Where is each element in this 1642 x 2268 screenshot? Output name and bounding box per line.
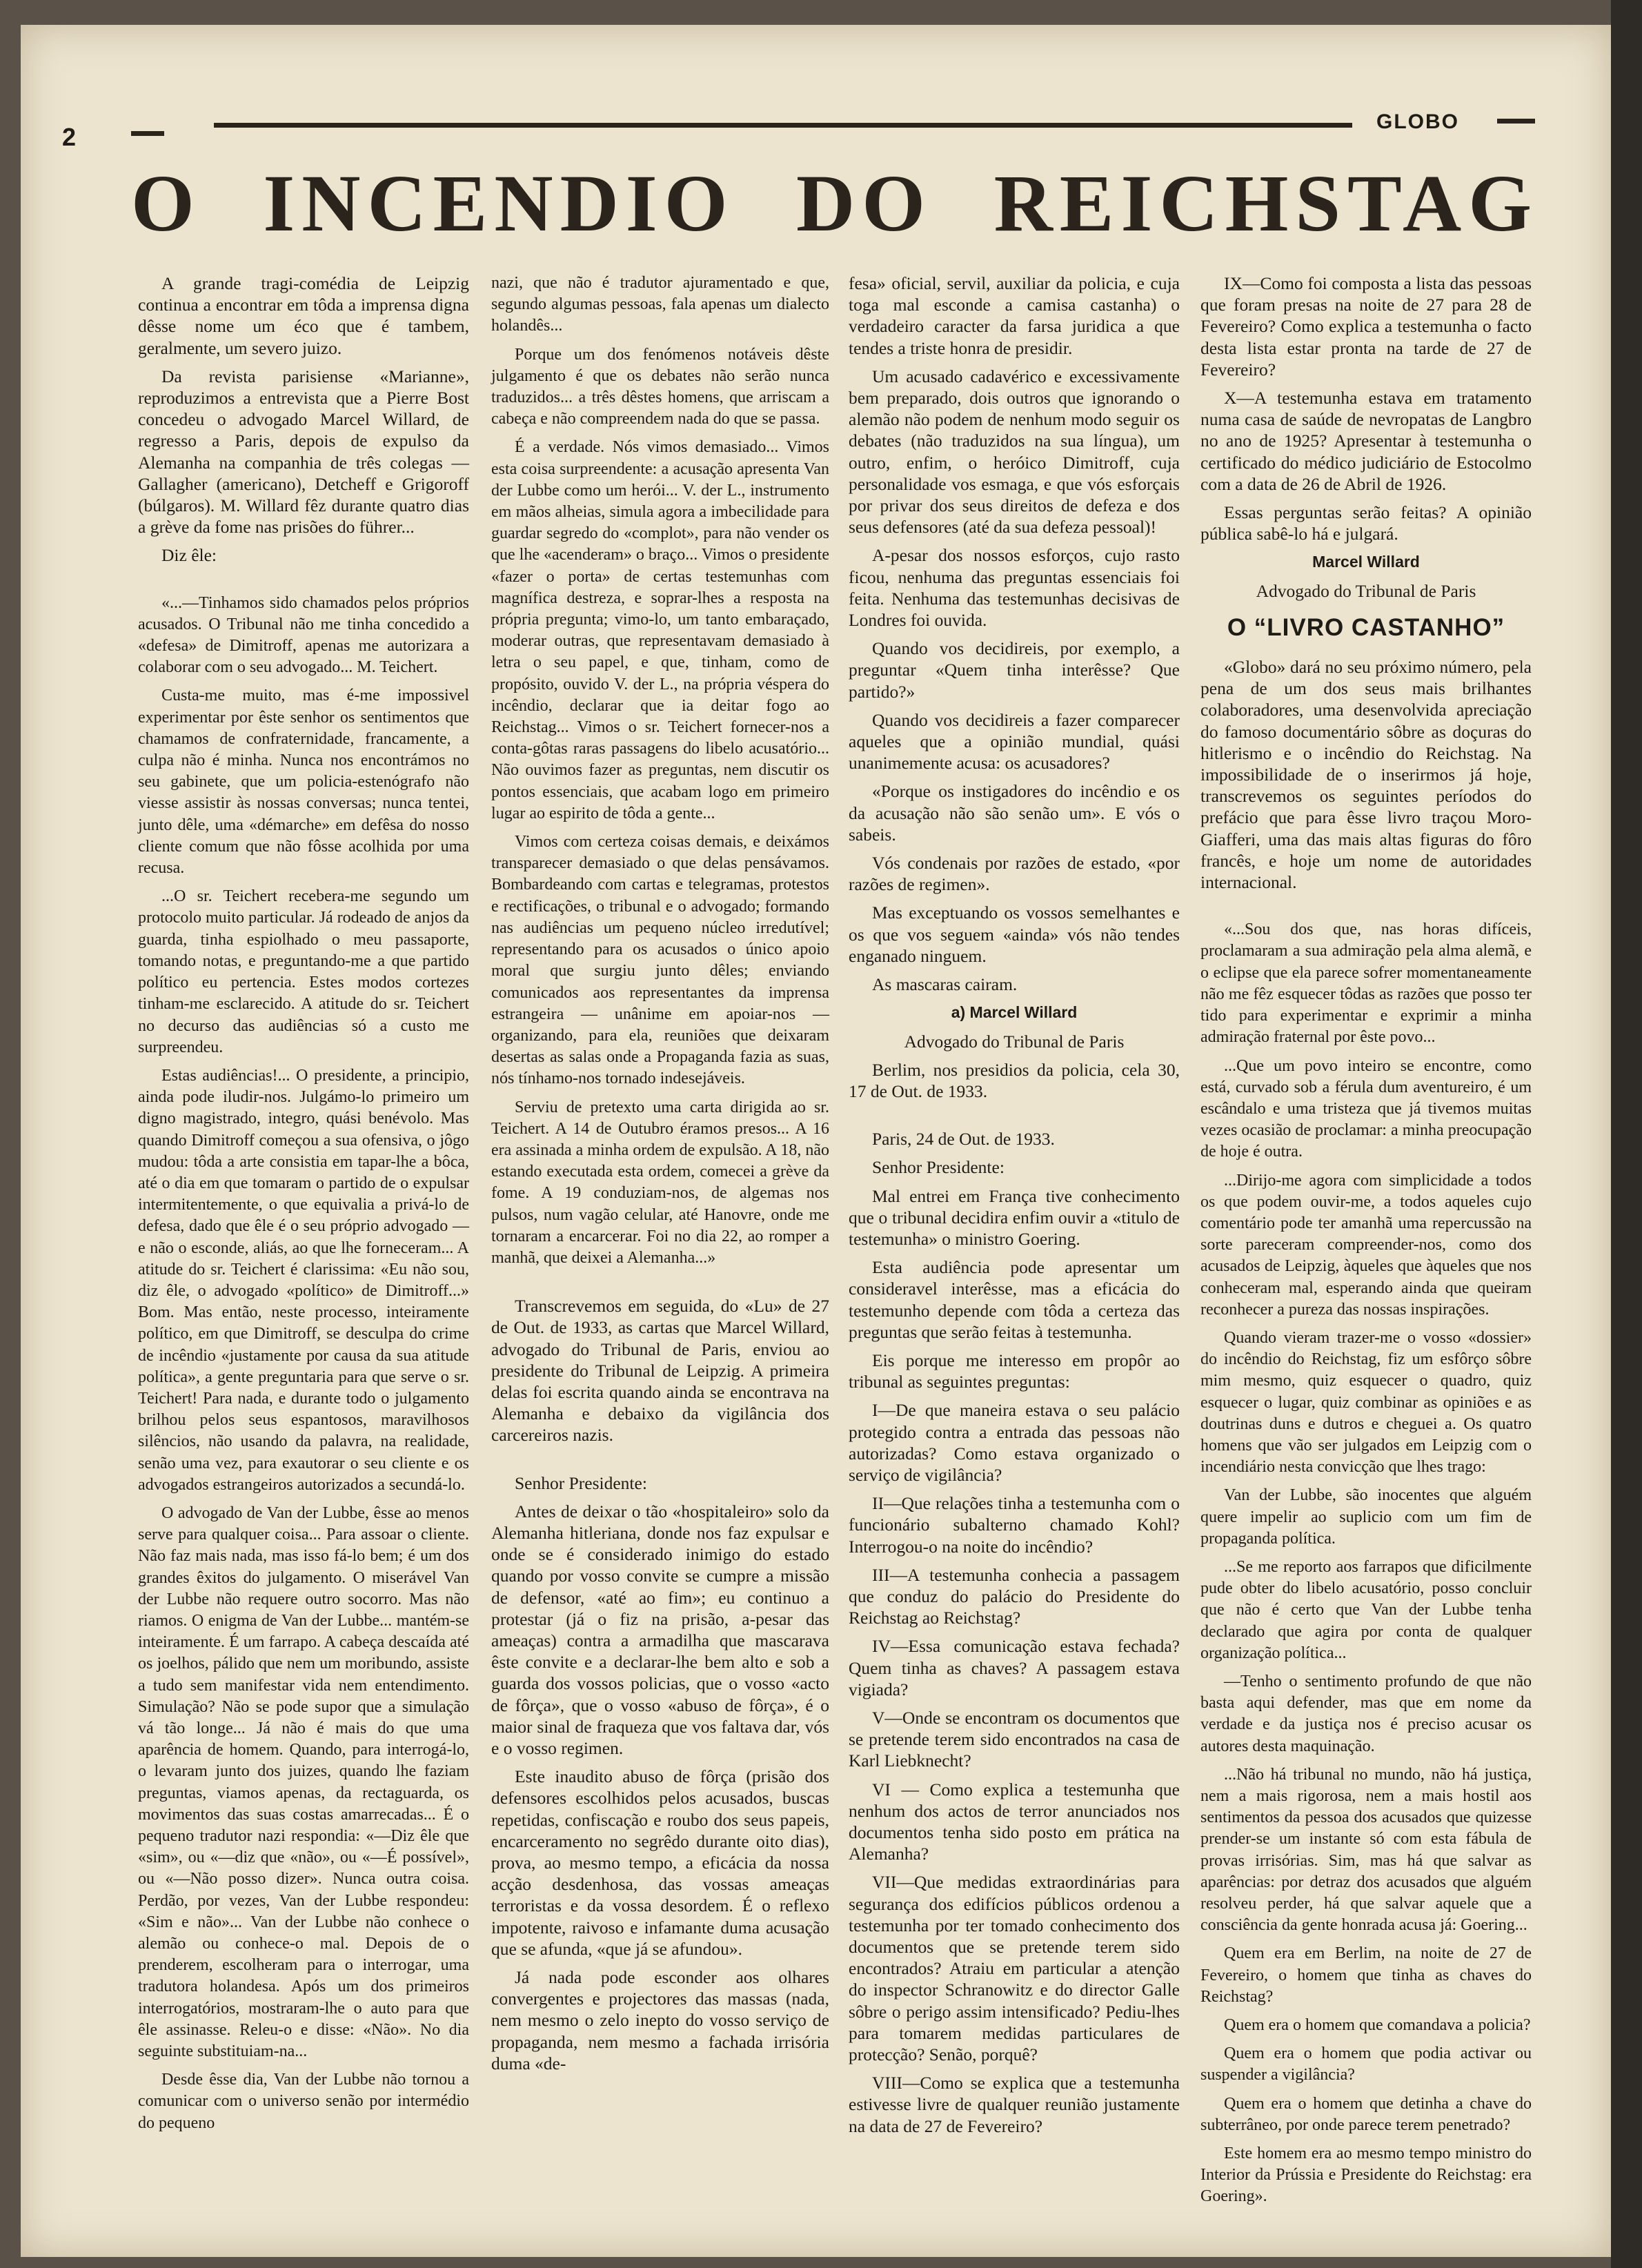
paragraph: «...Sou dos que, nas horas difíceis, proclamaram a sua admiração pela alma alemã, e o eclipse que ela parece sofrer momentaneamente não me fêz esquecer tôdas as razões que posso ter tido para experimentar e exprimir a minha admiração fraternal por êste povo... (1200, 920, 1532, 1047)
signature-title: Advogado do Tribunal de Paris (904, 1031, 1125, 1052)
paragraph: A-pesar dos nossos esforços, cujo rasto ficou, nenhuma das preguntas essenciais foi feita. Nenhuma das testemunhas decisivas de Londres foi ouvida. (849, 545, 1180, 631)
section-subhead: O “LIVRO CASTANHO” (1227, 613, 1505, 641)
paragraph: fesa» oficial, servil, auxiliar da policia, e cuja toga mal esconde a camisa castanha) o verdadeiro caracter da farsa juridica a que tendes a triste honra de presidir. (849, 273, 1180, 358)
paragraph: ...Que um povo inteiro se encontre, como está, curvado sob a férula dum aventureiro, é um escândalo e uma tristeza que já tivemos muitas vezes ocasião de proclamar: a minha preocupação de hoje é outra. (1200, 1056, 1532, 1161)
paragraph: nazi, que não é tradutor ajuramentado e que, segundo algumas pessoas, fala apenas um dialecto holandês... (491, 274, 829, 335)
paragraph: ...Se me reporto aos farrapos que dificilmente pude obter do libelo acusatório, posso concluir que não é certo que Van der Lubbe tenha declarado que agira por conta de qualquer organização política... (1200, 1557, 1532, 1662)
paragraph: Um acusado cadavérico e excessivamente bem preparado, dois outros que ignorando o alemão não podem de nenhum modo seguir os debates (não traduzidos na sua língua), um outro, enfim, o heróico Dimitroff, cuja personalidade vos esmaga, e que vós esforçais por privar dos seus direitos de defeza e dos seus defensores (até da sua defeza pessoal)! (849, 366, 1180, 538)
signature: a) Marcel Willard (951, 1003, 1078, 1022)
paragraph: Da revista parisiense «Marianne», reproduzimos a entrevista que a Pierre Bost concedeu o advogado Marcel Willard, de regresso a Paris, depois de expulso da Alemanha na companhia de três colegas — Gallagher (americano), Detcheff e Grigoroff (búlgaros). M. Willard fêz durante quatro dias a grève da fome nas prisões do führer... (138, 366, 469, 538)
question: II—Que relações tinha a testemunha com o funcionário subalterno chamado Kohl? Interrogou-o na noite do incêndio? (849, 1493, 1180, 1557)
paragraph: «Porque os instigadores do incêndio e os da acusação não são senão um». E vós o sabeis. (849, 781, 1180, 845)
paragraph: O advogado de Van der Lubbe, êsse ao menos serve para qualquer coisa... Para assoar o cliente. Não faz mais nada, mas isso fá-lo bem; é um dos grandes êxitos do julgamento. O miserável Van der Lubbe não requere outro socorro. Mas não riamos. O enigma de Van der Lubbe... mantém-se inteiramente. É um farrapo. A cabeça descaída até os joelhos, pálido que nem um moribundo, assiste a tudo sem manifestar vida nem entendimento. Simulação? Não se pode supor que a simulação vá tão longe... Já não é mais do que uma aparência de homem. Quando, para interrogá-lo, o levaram junto dos juizes, quando lhe faziam preguntas, viamos apenas, da rectaguarda, os movimentos das suas costas amarrecadas... É o pequeno tradutor nazi respondia: «—Diz êle que «sim», ou «—diz que «não», ou «—É possível», ou «—Não posso dizer». Nunca outra coisa. Perdão, por vezes, Van der Lubbe respondeu: «Sim e não»... Van der Lubbe não conhece o alemão ou conhece-o mal. Depois de o prenderem, escolheram para o interrogar, uma tradutora holandesa. Após um dos primeiros interrogatórios, mostraram-lhe o auto para que êle assinasse. Releu-o e disse: «Não». No dia seguinte substituiam-na... (138, 1503, 469, 2061)
paragraph: ...Dirijo-me agora com simplicidade a todos os que podem ouvir-me, a todos aqueles cujo comentário pode ter amanhã uma repercussão na sorte pareceram compreender-nos, como dos acusados de Leipzig, àqueles que àqueles que nos conheceram mal, esperando ainda que queiram reconhecer a pureza das nossas inspirações. (1200, 1171, 1532, 1319)
paragraph: Vós condenais por razões de estado, «por razões de regimen». (849, 853, 1180, 895)
question: I—De que maneira estava o seu palácio protegido contra a entrada das pessoas não autorizadas? Como estava organizado o serviço de vigilância? (849, 1400, 1180, 1485)
column-2 (491, 273, 829, 2081)
question: VII—Que medidas extraordinárias para segurança dos edifícios públicos ordenou a testemunha por ter tomado conhecimento dos documentos que se pretende terem sido encontrados? Atraiu em particular a atenção do inspector Schranowitz e do director Galle sôbre o perigo assim intensificado? Pediu-lhes para tomarem medidas particulares de protecção? Senão, porquê? (849, 1872, 1180, 2065)
paragraph: É a verdade. Nós vimos demasiado... Vimos esta coisa surpreendente: a acusação apresenta Van der Lubbe como um herói... V. der L., instrumento em mãos alheias, simula agora a imbecilidade para guardar segredo do «complot», para não vender os que lhe «acenderam» o braço... Vimos o presidente «fazer o porta» de certas testemunhas com magnífica destreza, e soprar-lhes a resposta na própria pregunta; vimo-lo, um tanto embaraçado, moderar outras, que representavam demasiado à letra o seu papel, e que, tinham, como de propósito, ouvido V. der L., na própria véspera do incêndio, declarar que ia deitar fogo ao Reichstag... Vimos o sr. Teichert fornecer-nos a conta-gôtas raras passagens do libelo acusatório... Não ouvimos fazer as preguntas, nem discutir os pontos essenciais, que acabam logo em primeiro lugar ao espirito de tôda a gente... (491, 438, 829, 822)
paragraph: As mascaras cairam. (872, 974, 1018, 995)
question: VI — Como explica a testemunha que nenhum dos actos de terror anunciados nos documentos tenha sido posto em prática na Alemanha? (849, 1779, 1180, 1864)
paragraph: Vimos com certeza coisas demais, e deixámos transparecer demasiado o que delas pensávamos. Bombardeando com cartas e telegramas, protestos e rectificações, o tribunal e o advogado; formando nas audiências um pequeno núcleo irredutível; representando para os acusados o único apoio moral que surgiu junto dêles; enviando comunicados aos representantes da imprensa estrangeira — unânime em apoiar-nos — organizando, para ela, reuniões que deixaram desertas as salas onde a Propaganda fazia as suas, nós tínhamo-nos tornado indesejáveis. (491, 833, 829, 1088)
salutation: Senhor Presidente: (872, 1157, 1005, 1178)
signature: Marcel Willard (1312, 553, 1420, 571)
paragraph: Serviu de pretexto uma carta dirigida ao sr. Teichert. A 14 de Outubro éramos presos... A 16 era assinada a minha ordem de expulsão. A 18, não estando executada esta ordem, comecei a grève da fome. A 19 conduziam-nos, de algemas nos pulsos, num vagão celular, até Hanovre, onde me tornaram a encarcerar. Foi no dia 22, ao romper a manhã, que deixei a Alemanha...» (491, 1098, 829, 1267)
paragraph: Van der Lubbe, são inocentes que alguém quere impelir ao suplicio com um fim de propaganda política. (1200, 1486, 1532, 1548)
paragraph: ...Não há tribunal no mundo, não há justiça, nem a mais rigorosa, nem a mais hostil aos sentimentos da pessoa dos acusados que quizesse prender-se um instante só com esta fábula de provas irrisórias. Sim, mas há que salvar as aparências: por detraz dos acusados que alguém resolveu perder, há que salvar aquele que a consciência da gente honrada acusa já: Goering... (1200, 1765, 1532, 1935)
signature-title: Advogado do Tribunal de Paris (1256, 580, 1476, 601)
paragraph: Este homem era ao mesmo tempo ministro do Interior da Prússia e Presidente do Reichstag: era Goering». (1200, 2144, 1532, 2206)
salutation: Senhor Presidente: (515, 1472, 647, 1493)
question: X—A testemunha estava em tratamento numa casa de saúde de nevropatas de Langbro no ano de 1925? Apresentar à testemunha o certificado do médico judiciário de Estocolmo com a data de 26 de Abril de 1926. (1200, 388, 1532, 494)
paragraph: Quem era em Berlim, na noite de 27 de Fevereiro, o homem que tinha as chaves do Reichstag? (1200, 1944, 1532, 2006)
paragraph: Mal entrei em França tive conhecimento que o tribunal decidira enfim ouvir a «titulo de testemunha» o ministro Goering. (849, 1185, 1180, 1249)
paragraph: Transcrevemos em seguida, do «Lu» de 27 de Out. de 1933, as cartas que Marcel Willard, advogado do Tribunal de Paris, enviou ao presidente do Tribunal de Leipzig. A primeira delas foi escrita quando ainda se encontrava na Alemanha e debaixo da vigilância dos carcereiros nazis. (491, 1296, 829, 1446)
paragraph: Quando vos decidireis, por exemplo, a preguntar «Quem tinha interêsse? Que partido?» (849, 638, 1180, 702)
question: VIII—Como se explica que a testemunha estivesse livre de qualquer reunião justamente na data de 27 de Fevereiro? (849, 2073, 1180, 2136)
headline: O INCENDIO DO REICHSTAG (131, 158, 1539, 248)
paragraph: —Tenho o sentimento profundo de que não basta aqui defender, mas que em nome da verdade e da justiça nos é preciso acusar os autores desta maquinação. (1200, 1672, 1532, 1755)
paragraph: Quem era o homem que podia activar ou suspender a vigilância? (1200, 2044, 1532, 2084)
paragraph: ...O sr. Teichert recebera-me segundo um protocolo muito particular. Já rodeado de anjos da guarda, tinha espiolhado o meu passaporte, tomando notas, e preguntando-me a que partido político eu pertencia. Estes modos cortezes tinham-me esclarecido. A atitude do sr. Teichert no decurso das audiências só a custo me surpreendeu. (138, 887, 469, 1056)
paragraph: Porque um dos fenómenos notáveis dêste julgamento é que os debates não serão nunca traduzidos... a três dêstes homens, que arriscam a cabeça e não compreendem nada do que se passa. (491, 345, 829, 428)
question: IV—Essa comunicação estava fechada? Quem tinha as chaves? A passagem estava vigiada? (849, 1636, 1180, 1699)
paragraph: Quando vos decidireis a fazer comparecer aqueles que a opinião mundial, quási unanimemente acusa: os acusadores? (849, 709, 1180, 773)
dateline: Paris, 24 de Out. de 1933. (872, 1129, 1055, 1150)
paragraph: «...—Tinhamos sido chamados pelos próprios acusados. O Tribunal não me tinha concedido a «defesa» de Dimitroff, apenas me autorizara a colaborar com o seu advogado... M. Teichert. (138, 593, 469, 677)
column-3 (849, 273, 1180, 2144)
paragraph: Diz êle: (161, 545, 217, 566)
paragraph: Este inaudito abuso de fôrça (prisão dos defensores escolhidos pelos acusados, buscas repetidas, confiscação e roubo dos seus papeis, encarceramento no segrêdo durante oito dias), prova, ao mesmo tempo, a eficácia da nossa acção desdenhosa, das vossas ameaças terroristas e da vossa desordem. É o reflexo impotente, raivoso e infamante duma acusação que se afunda, «que já se afundou». (491, 1766, 829, 1959)
paragraph: Antes de deixar o tão «hospitaleiro» solo da Alemanha hitleriana, donde nos faz expulsar e onde se é considerado inimigo do estado quando por vosso convite se cumpre a missão de defensor, «até ao fim»; eu continuo a protestar (já o fiz na prisão, a-pesar das ameaças) contra a armadilha que mascarava êste convite e a declarar-lhe bem alto e sob a guarda dos vossos policias, que o vosso «acto de fôrça», que o vosso «abuso de fôrça», é o maior sinal de fraqueza que vos faltava dar, vós e o vosso regimen. (491, 1501, 829, 1758)
question: V—Onde se encontram os documentos que se pretende terem sido encontrados na casa de Karl Liebknecht? (849, 1707, 1180, 1771)
paragraph: «Globo» dará no seu próximo número, pela pena de um dos seus mais brilhantes colaboradores, uma desenvolvida apreciação do famoso documentário sôbre as doçuras do hitlerismo e o incêndio do Reichstag. Na impossibilidade de o inserirmos já hoje, transcrevemos os seguintes períodos do prefácio que para êsse livro traçou Moro-Giafferi, uma das mais altas figuras do fôro francês, e hoje um nome de autoridades internacional. (1200, 657, 1532, 893)
paragraph: Quem era o homem que detinha a chave do subterrâneo, por onde parece terem penetrado? (1200, 2094, 1532, 2134)
question: IX—Como foi composta a lista das pessoas que foram presas na noite de 27 para 28 de Fevereiro? Como explica a testemunha o facto desta lista estar pronta na tarde de 27 de Fevereiro? (1200, 273, 1532, 379)
paragraph: Desde êsse dia, Van der Lubbe não tornou a comunicar com o universo senão por intermédio do pequeno (138, 2071, 469, 2132)
paragraph: Quando vieram trazer-me o vosso «dossier» do incêndio do Reichstag, fiz um esfôrço sôbre mim mesmo, quiz esquecer o quadro, quiz esquecer o lugar, quiz combinar as opiniões e as doutrinas duns e dutros e cheguei a. Os quatro homens que vão ser julgados em Leipzig com o incendiário nesta convicção que lhes trago: (1200, 1328, 1532, 1477)
paragraph: Custa-me muito, mas é-me impossivel experimentar por êste senhor os sentimentos que chamamos de confraternidade, francamente, a culpa não é minha. Nunca nos encontrámos no seu gabinete, que um policia-estenógrafo não viesse assistir às nossas conversas; nunca tentei, junto dêle, uma «démarche» em defêsa do nosso cliente comum que não fôsse acolhida por uma recusa. (138, 687, 469, 878)
paragraph: Estas audiências!... O presidente, a principio, ainda pode iludir-nos. Julgámo-lo primeiro um digno magistrado, integro, quási benévolo. Mas quando Dimitroff começou a sua ofensiva, o jôgo mudou: tôda a arte consistia em tapar-lhe a bôca, até o dia em que tomaram o partido de o expulsar intermitentemente, o que equivalia a privá-lo de defesa, dado que êle é o seu próprio advogado — e não o esconde, aliás, ao que lhe forneceram... A atitude do sr. Teichert é clarissima: «Eu não sou, diz êle, o advogado «político» de Dimitroff...» Bom. Mas então, neste processo, inteiramente político, em que Dimitroff, se desculpa do crime de incêndio «justamente por causa da sua atitude política», a gente preguntaria para que serve o sr. Teichert! Para nada, e durante todo o julgamento brilhou pelos seus espantosos, maravilhosos silêncios, não usando da palavra, na realidade, senão uma vez, para exautorar o seu cliente e os advogados estrangeiros autorizados a secundá-lo. (138, 1066, 469, 1494)
paragraph: Essas perguntas serão feitas? A opinião pública sabê-lo há e julgará. (1200, 502, 1532, 544)
paper-name: GLOBO (1376, 110, 1459, 133)
paragraph: Esta audiência pode apresentar um consideravel interêsse, mas a eficácia do testemunho depende com tôda a certeza das preguntas que serão feitas à testemunha. (849, 1257, 1180, 1342)
column-4 (1200, 273, 1532, 2215)
paragraph: A grande tragi-comédia de Leipzig continua a encontrar em tôda a imprensa digna dêsse nome um éco que é tambem, geralmente, um severo juizo. (138, 273, 469, 358)
paragraph: Mas exceptuando os vossos semelhantes e os que vos seguem «ainda» vós não tendes enganado ninguem. (849, 903, 1180, 966)
column-1 (138, 273, 469, 2141)
scanner-edge (1611, 0, 1642, 2268)
header-rule-left (131, 131, 164, 136)
dateline: Berlim, nos presidios da policia, cela 30, 17 de Out. de 1933. (849, 1059, 1180, 1101)
header-rule (214, 123, 1352, 128)
question: III—A testemunha conhecia a passagem que conduz do palácio do Presidente do Reichstag ao Reichstag? (849, 1564, 1180, 1628)
paragraph: Quem era o homem que comandava a policia? (1224, 2016, 1531, 2035)
paragraph: Já nada pode esconder aos olhares convergentes e projectores das massas (nada, nem mesmo o zelo inepto do vosso serviço de propaganda, nem mesmo a fachada irrisória duma «de- (491, 1967, 829, 2073)
paragraph: Eis porque me interesso em propôr ao tribunal as seguintes preguntas: (849, 1350, 1180, 1392)
header-rule-right (1497, 119, 1535, 124)
page-number: 2 (62, 123, 77, 151)
